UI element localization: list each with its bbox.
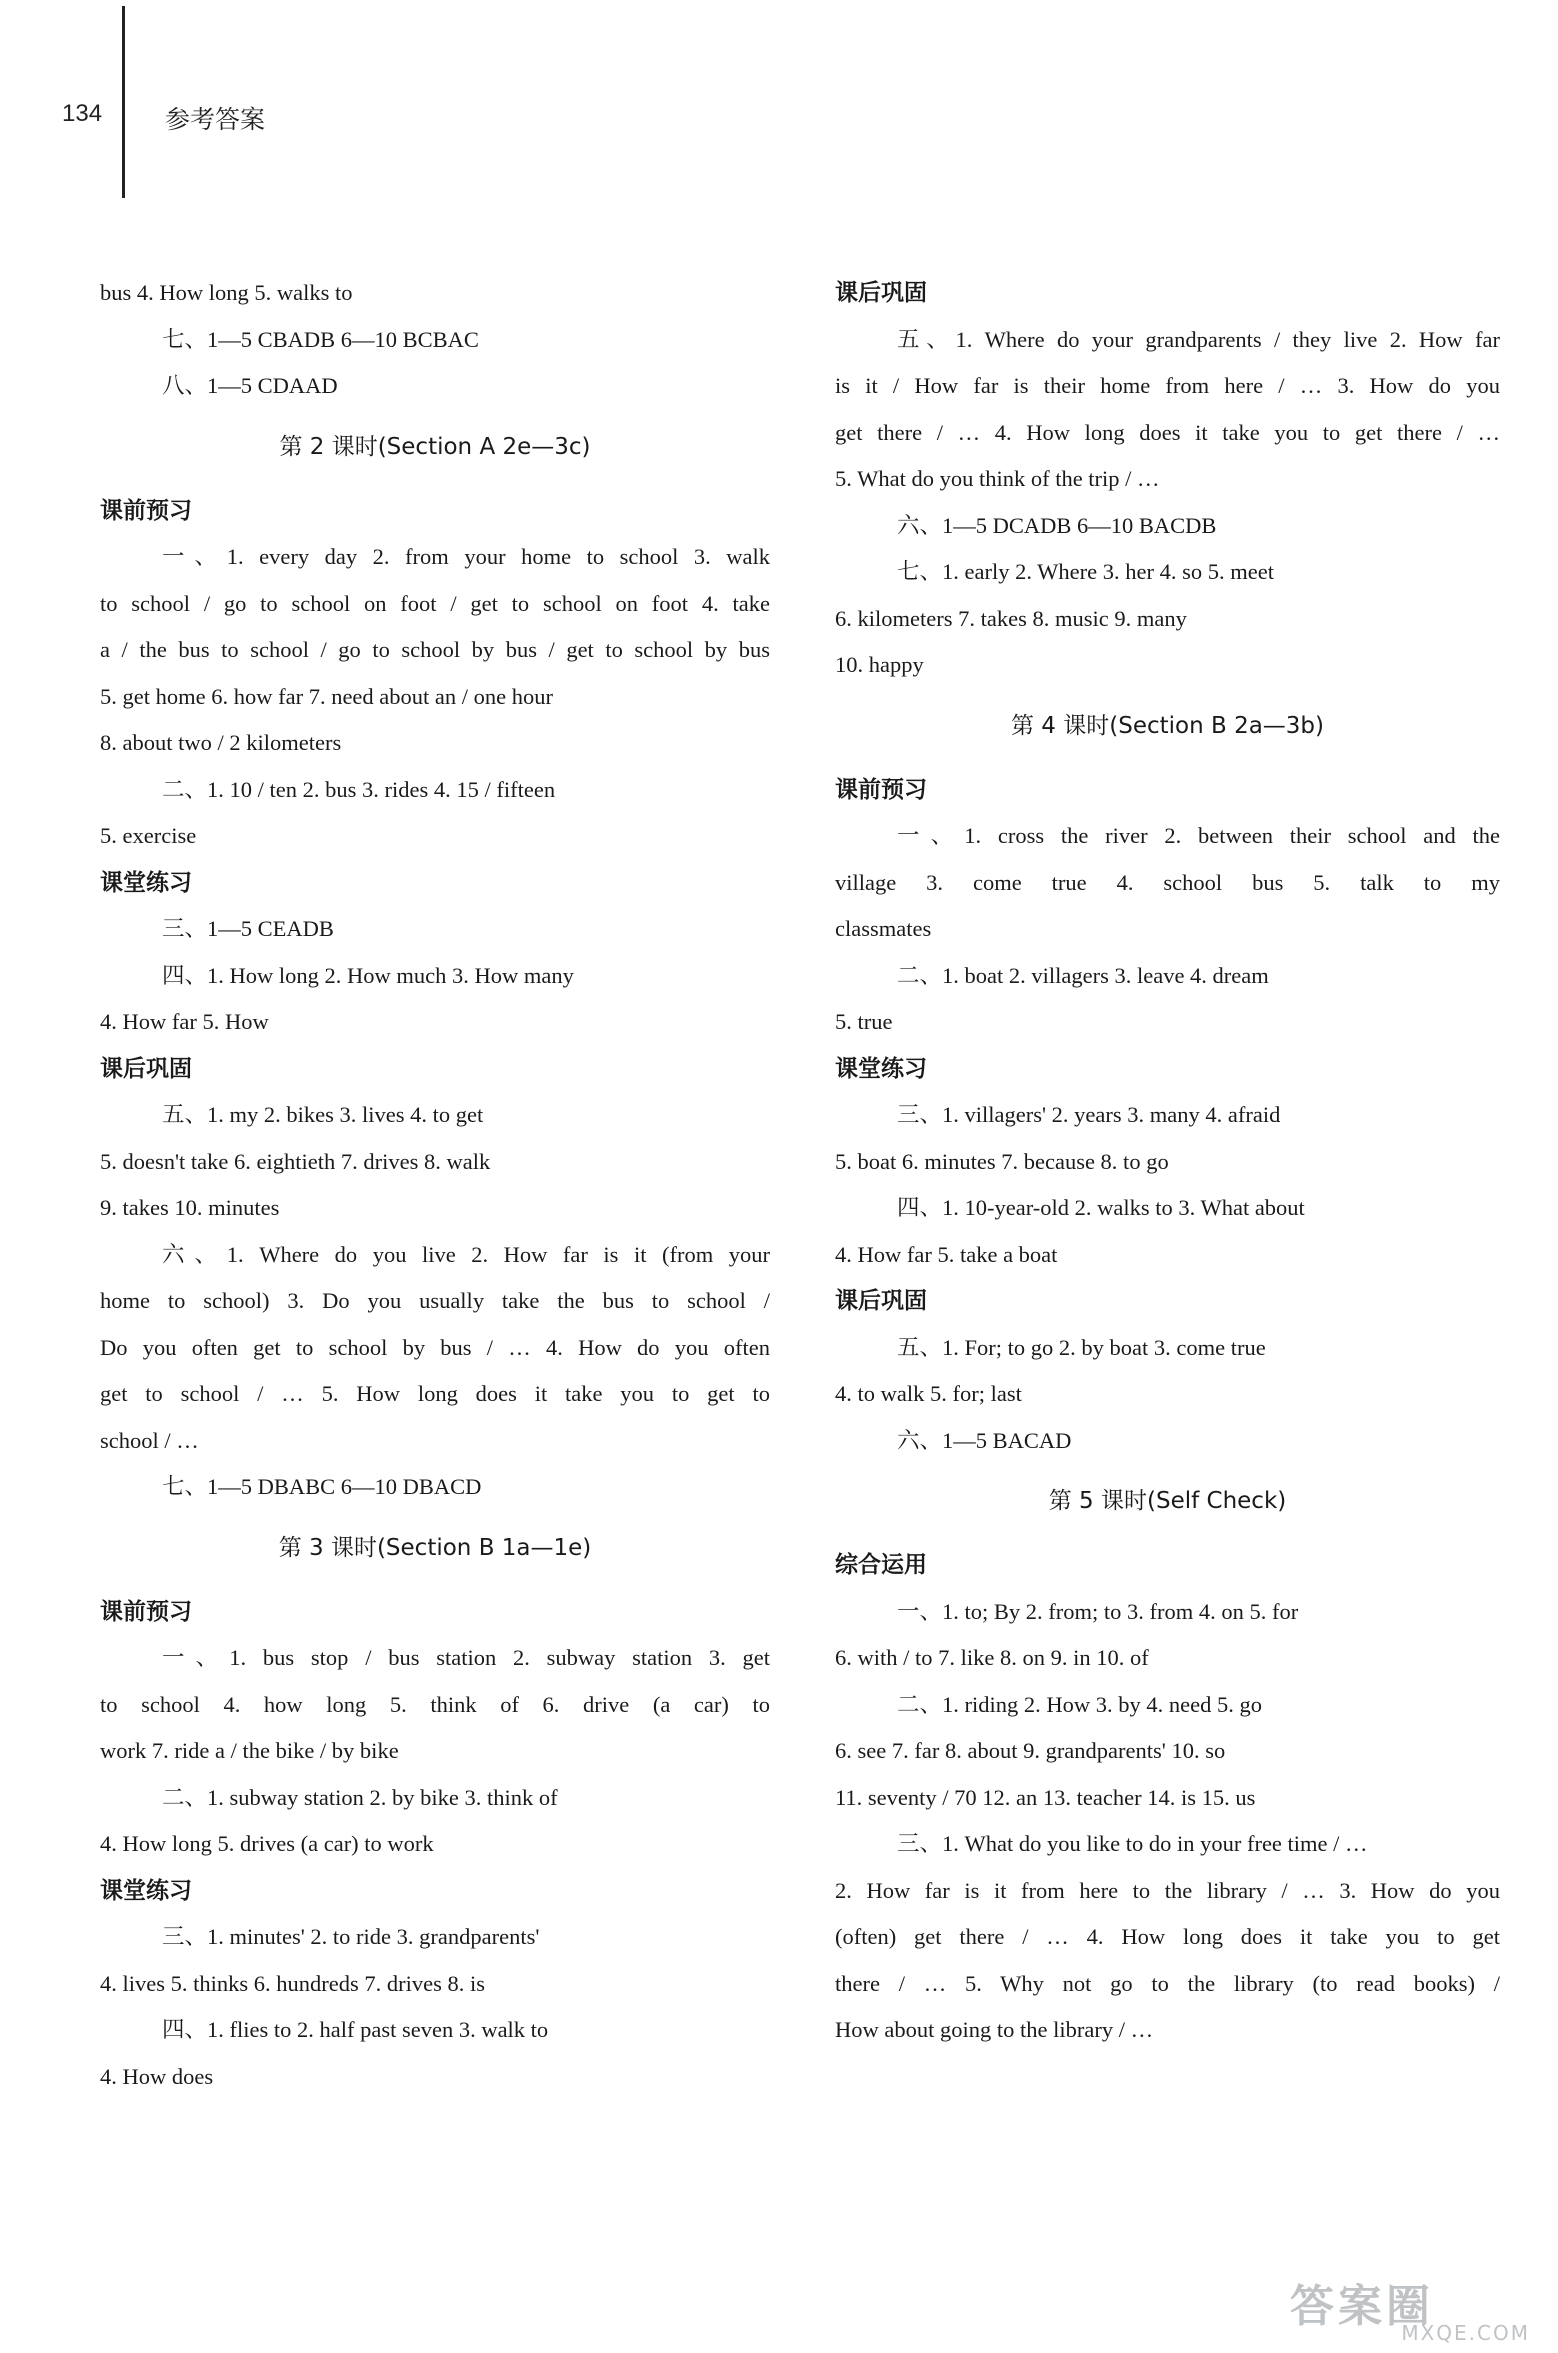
section-heading: 课后巩固 [100,1055,192,1082]
header-divider [122,6,125,198]
answer-line: 四、1. flies to 2. half past seven 3. walk to [162,2017,549,2042]
section-heading: 课堂练习 [100,1877,192,1904]
answer-line: 11. seventy / 70 12. an 13. teacher 14. is 15. us [835,1784,1256,1810]
answer-line: 三、1. minutes' 2. to ride 3. grandparents' [162,1924,540,1949]
page-header-title: 参考答案 [165,105,266,134]
answer-line: 6. kilometers 7. takes 8. music 9. many [835,605,1187,631]
answer-line: get to school / … 5. How long does it take you to get to [100,1381,770,1406]
lesson-title: 第 3 课时(Section B 1a—1e) [278,1534,592,1561]
answer-line: 10. happy [835,652,924,677]
answer-line: 4. How long 5. drives (a car) to work [100,1831,434,1856]
answer-line: 三、1—5 CEADB [162,916,334,941]
left-column [100,270,770,2100]
answer-line: 六、1—5 BACAD [897,1427,1072,1453]
answer-line: 二、1. boat 2. villagers 3. leave 4. dream [897,962,1269,988]
answer-line: home to school) 3. Do you usually take the bus to school / [100,1288,770,1313]
watermark-url: MXQE.COM [1401,2321,1530,2345]
answer-line: How about going to the library / … [835,2017,1154,2042]
answer-line: school / … [100,1427,199,1453]
answer-line: 七、1—5 CBADB 6—10 BCBAC [162,326,479,352]
answer-line: 五、1. For; to go 2. by boat 3. come true [897,1334,1266,1360]
answer-line: classmates [835,916,932,941]
answer-line: 9. takes 10. minutes [100,1195,280,1220]
answer-line: 三、1. villagers' 2. years 3. many 4. afraid [897,1102,1281,1127]
answer-line: Do you often get to school by bus / … 4. How do you often [100,1334,770,1360]
answer-line: to school 4. how long 5. think of 6. drive (a car) to [100,1691,770,1717]
answer-line: 一、1. bus stop / bus station 2. subway station 3. get [162,1645,770,1670]
watermark-text: 答案圈 [1290,2281,1434,2332]
answer-line: 二、1. riding 2. How 3. by 4. need 5. go [897,1691,1262,1717]
answer-line: 5. exercise [100,823,197,848]
answer-line: 一、1. to; By 2. from; to 3. from 4. on 5. for [897,1598,1299,1624]
answer-line: a / the bus to school / go to school by bus / get to school by bus [100,637,770,662]
answer-line: 6. with / to 7. like 8. on 9. in 10. of [835,1645,1149,1670]
section-heading: 综合运用 [835,1552,927,1578]
answer-line: 二、1. 10 / ten 2. bus 3. rides 4. 15 / fifteen [162,776,556,802]
answer-line: 2. How far is it from here to the library / … 3. How do you [835,1877,1500,1903]
answer-line: 4. How does [100,2063,214,2089]
answer-line: 8. about two / 2 kilometers [100,730,342,755]
answer-line: 八、1—5 CDAAD [162,373,338,398]
section-heading: 课堂练习 [835,1055,927,1082]
answer-line: 5. boat 6. minutes 7. because 8. to go [835,1148,1169,1174]
answer-line: 一、1. every day 2. from your home to school 3. walk [162,544,770,569]
section-heading: 课堂练习 [100,869,192,896]
answer-line: 4. How far 5. take a boat [835,1241,1058,1267]
right-column [835,270,1500,2054]
lesson-title: 第 2 课时(Section A 2e—3c) [279,433,591,460]
answer-line: village 3. come true 4. school bus 5. talk to my [835,869,1500,895]
answer-line: 5. true [835,1009,893,1034]
answer-line: 五、1. my 2. bikes 3. lives 4. to get [162,1102,484,1127]
answer-line: 七、1—5 DBABC 6—10 DBACD [162,1474,482,1499]
answer-line: there / … 5. Why not go to the library (to read books) / [835,1970,1500,1996]
section-heading: 课前预习 [835,776,927,803]
answer-line: 四、1. How long 2. How much 3. How many [162,962,574,988]
answer-line: 一、1. cross the river 2. between their school and the [897,823,1500,848]
answer-line: 六、1—5 DCADB 6—10 BACDB [897,512,1217,538]
answer-line: 5. doesn't take 6. eightieth 7. drives 8. walk [100,1148,491,1174]
answer-line: 5. What do you think of the trip / … [835,466,1160,491]
section-heading: 课前预习 [100,497,192,524]
section-heading: 课后巩固 [835,280,927,306]
lesson-title: 第 5 课时(Self Check) [1048,1488,1287,1514]
section-heading: 课后巩固 [835,1288,927,1314]
answer-line: (often) get there / … 4. How long does it take you to get [835,1924,1500,1949]
answer-line: 三、1. What do you like to do in your free time / … [897,1831,1368,1856]
answer-line: 七、1. early 2. Where 3. her 4. so 5. meet [897,559,1274,584]
answer-line: 六、1. Where do you live 2. How far is it (from your [162,1241,770,1267]
answer-line: 5. get home 6. how far 7. need about an / one hour [100,683,553,709]
answer-line: 4. lives 5. thinks 6. hundreds 7. drives 8. is [100,1970,485,1996]
answer-line: 4. How far 5. How [100,1009,269,1034]
watermark-logo [1290,2270,1540,2345]
answer-line: get there / … 4. How long does it take you to get there / … [835,419,1500,445]
section-heading: 课前预习 [100,1598,192,1625]
answer-line: is it / How far is their home from here / … 3. How do you [835,373,1500,398]
answer-line: to school / go to school on foot / get to school on foot 4. take [100,590,770,616]
answer-line: 二、1. subway station 2. by bike 3. think of [162,1784,558,1810]
answer-line: work 7. ride a / the bike / by bike [100,1738,399,1763]
lesson-title: 第 4 课时(Section B 2a—3b) [1010,712,1324,739]
answer-line: 五、1. Where do your grandparents / they live 2. How far [897,326,1500,352]
answer-line: 4. to walk 5. for; last [835,1381,1022,1406]
page-number: 134 [62,100,103,127]
answer-line: bus 4. How long 5. walks to [100,280,353,305]
answer-line: 6. see 7. far 8. about 9. grandparents' 10. so [835,1738,1226,1763]
answer-line: 四、1. 10-year-old 2. walks to 3. What about [897,1195,1305,1220]
